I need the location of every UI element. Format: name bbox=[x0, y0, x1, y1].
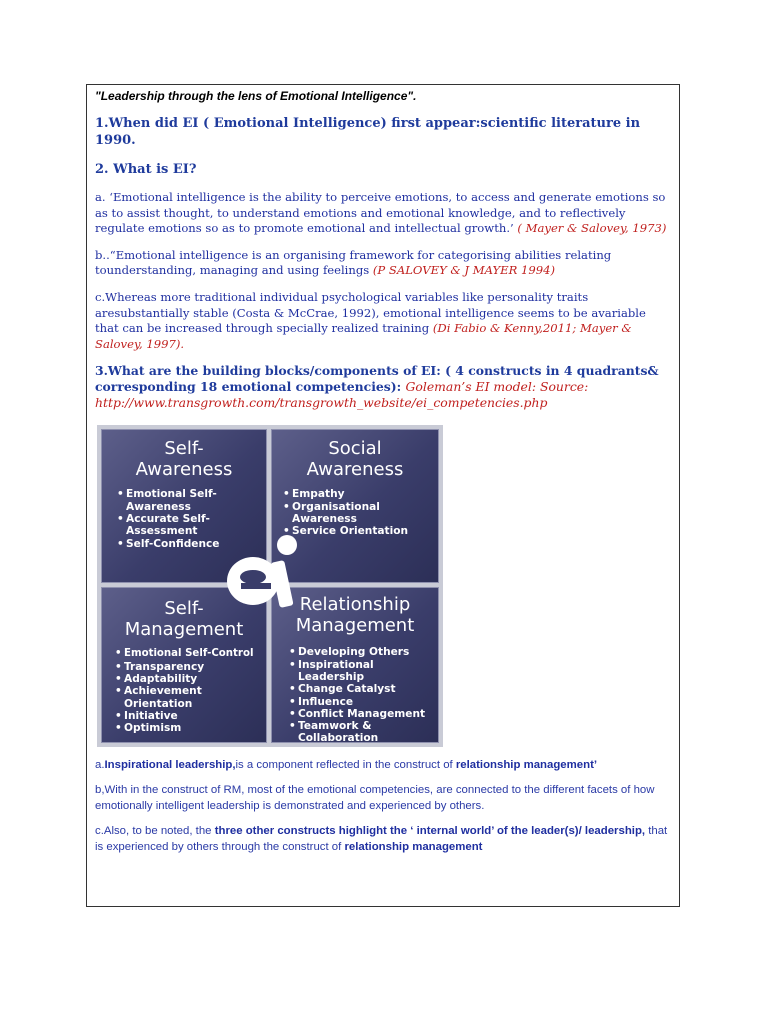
note-c-middle: that is experienced by others through the construct of bbox=[95, 825, 668, 854]
quadrant-item-list bbox=[272, 488, 438, 537]
quadrant-item: • Emotional Self-Control bbox=[124, 648, 266, 660]
quadrant-item: • Optimism bbox=[124, 722, 266, 734]
definition-b-text: b..“Emotional intelligence is an organising framework for categorising abilities relating tounderstanding, managing and using feelings bbox=[95, 247, 612, 278]
quadrant-item: • Inspirational Leadership bbox=[298, 659, 378, 684]
definition-a-citation: ( Mayer & Salovey, 1973) bbox=[513, 221, 667, 236]
quadrant-item-list bbox=[102, 648, 266, 734]
quadrant-item: • Empathy bbox=[292, 488, 438, 500]
question-2: 2. What is EI? bbox=[95, 162, 197, 177]
quadrant-item: • Adaptability bbox=[124, 673, 266, 685]
note-c bbox=[95, 823, 671, 855]
question-3-text: 3.What are the building blocks/components of EI: ( 4 constructs in 4 quadrants& corresponding 18 emotional competencies): bbox=[95, 363, 659, 395]
document-title: "Leadership through the lens of Emotional Intelligence". bbox=[95, 89, 417, 103]
quadrant-title bbox=[272, 438, 438, 480]
quadrant-item: • Initiative bbox=[124, 710, 266, 722]
quadrant-item: • Self-Confidence bbox=[126, 538, 266, 550]
quadrant-title-text: Social Awareness bbox=[306, 438, 404, 481]
definition-b bbox=[95, 248, 671, 279]
quadrant-item: • Transparency bbox=[124, 661, 266, 673]
ei-logo-icon bbox=[223, 531, 315, 617]
definition-a-text: a. ‘Emotional intelligence is the ability to perceive emotions, to access and generate emotions so as to assist thought, to understand emotions and emotional knowledge, and to reflectively regulate emotions so as to promote emotional and intellectual growth.’ bbox=[95, 190, 666, 236]
quadrant-item: • Conflict Management bbox=[298, 708, 438, 720]
quadrant-item: • Influence bbox=[298, 696, 438, 708]
note-a bbox=[95, 757, 671, 773]
definition-c-citation: (Di Fabio & Kenny,2011; Mayer & Salovey, 1997). bbox=[95, 321, 632, 351]
quadrant-title-text: Self- Management bbox=[124, 598, 244, 641]
quadrant-title bbox=[102, 438, 266, 480]
quadrant-title-text: Relationship Management bbox=[295, 594, 415, 637]
note-a-bold-2: relationship management’ bbox=[455, 759, 598, 772]
quadrant-item: • Accurate Self-Assessment bbox=[126, 513, 236, 538]
quadrant-item: • Teamwork & Collaboration bbox=[298, 720, 378, 745]
quadrant-item: • Emotional Self-Awareness bbox=[126, 488, 236, 513]
document-frame bbox=[86, 84, 680, 907]
definition-c-text: c.Whereas more traditional individual psychological variables like personality traits aresubstantially stable (Costa & McCrae, 1992), emotional intelligence seems to be avariable that can be increased through specially realized training bbox=[95, 289, 646, 336]
definition-a bbox=[95, 190, 671, 237]
quadrant-item: • Achievement Orientation bbox=[124, 685, 224, 710]
note-c-bold-2: relationship management bbox=[344, 841, 483, 854]
quadrant-item: • Change Catalyst bbox=[298, 683, 438, 695]
note-c-bold-1: three other constructs highlight the ‘ internal world’ of the leader(s)/ leadership, bbox=[214, 825, 646, 838]
note-a-prefix: a. bbox=[95, 759, 105, 772]
question-1: 1.When did EI ( Emotional Intelligence) first appear:scientific literature in 1990. bbox=[95, 116, 641, 148]
ei-quadrant-figure bbox=[97, 425, 443, 747]
question-3 bbox=[95, 363, 671, 411]
note-a-middle: is a component reflected in the construct of bbox=[235, 759, 456, 772]
question-3-source: Goleman’s EI model: Source: http://www.transgrowth.com/transgrowth_website/ei_competencies.php bbox=[95, 379, 589, 411]
note-b: b,With in the construct of RM, most of the emotional competencies, are connected to the different facets of how emotionally intelligent leadership is demonstrated and experienced by others. bbox=[95, 784, 655, 813]
quadrant-item: • Developing Others bbox=[298, 646, 438, 658]
note-c-prefix: c.Also, to be noted, the bbox=[95, 825, 215, 838]
definition-c bbox=[95, 290, 671, 352]
note-a-bold-1: Inspirational leadership, bbox=[104, 759, 236, 772]
quadrant-item: • Organisational Awareness bbox=[292, 501, 392, 526]
definition-b-citation: (P SALOVEY & J MAYER 1994) bbox=[372, 263, 556, 278]
quadrant-item-list bbox=[272, 646, 438, 744]
quadrant-title-text: Self- Awareness bbox=[135, 438, 233, 481]
quadrant-item: • Service Orientation bbox=[292, 525, 438, 537]
